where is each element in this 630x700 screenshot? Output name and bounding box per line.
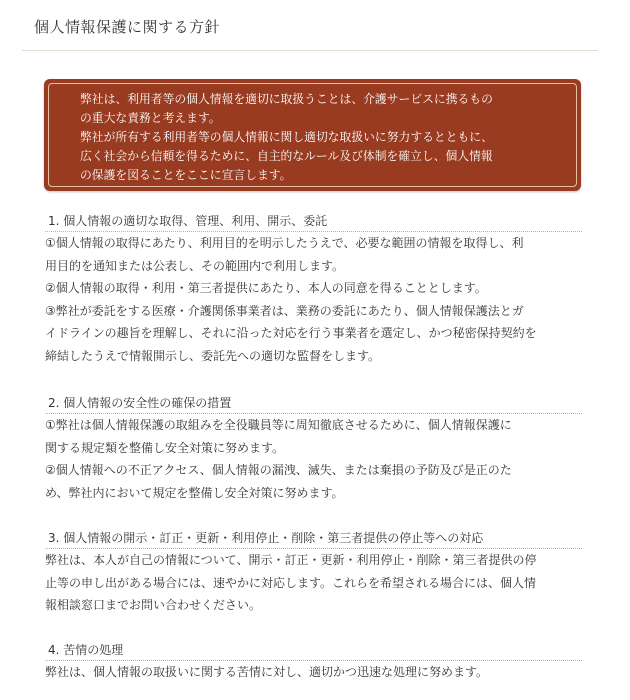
- intro-line: の保護を図ることをここに宣言します。: [80, 168, 292, 182]
- page-title: 個人情報保護に関する方針: [34, 18, 221, 36]
- section-text: 弊社は、個人情報の取扱いに関する苦情に対し、適切かつ迅速な処理に努めます。: [45, 665, 489, 679]
- section-acquisition: [45, 212, 582, 367]
- section-heading: 4. 苦情の処理: [45, 641, 582, 661]
- section-text: 弊社は、本人が自己の情報について、開示・訂正・更新・利用停止・削除・第三者提供の停: [45, 553, 537, 567]
- section-heading: 2. 個人情報の安全性の確保の措置: [45, 394, 582, 414]
- section-text: ③弊社が委託をする医療・介護関係事業者は、業務の委託にあたり、個人情報保護法とガ: [45, 303, 524, 318]
- title-divider: [22, 50, 598, 51]
- section-heading: 1. 個人情報の適切な取得、管理、利用、開示、委託: [45, 212, 582, 232]
- intro-line: の重大な責務と考えます。: [80, 111, 221, 125]
- intro-line: 弊社が所有する利用者等の個人情報に関し適切な取扱いに努力するとともに、: [80, 130, 493, 144]
- section-text: ①個人情報の取得にあたり、利用目的を明示したうえで、必要な範囲の情報を取得し、利: [45, 236, 524, 250]
- section-disclosure: [45, 529, 582, 617]
- section-text: 関する規定類を整備し安全対策に努めます。: [45, 440, 285, 455]
- section-text: 用目的を通知または公表し、その範囲内で利用します。: [45, 258, 345, 273]
- section-text: め、弊社内において規定を整備し安全対策に努めます。: [45, 485, 344, 500]
- section-text: 止等の申し出がある場合には、速やかに対応します。これらを希望される場合には、個人情: [45, 575, 537, 590]
- section-heading: 3. 個人情報の開示・訂正・更新・利用停止・削除・第三者提供の停止等への対応: [45, 529, 582, 549]
- section-text: ①弊社は個人情報保護の取組みを全役職員等に周知徹底させるために、個人情報保護に: [45, 418, 512, 432]
- section-text: 報相談窓口までお問い合わせください。: [45, 598, 262, 612]
- section-security: [45, 394, 582, 504]
- intro-line: 広く社会から信頼を得るために、自主的なルール及び体制を確立し、個人情報: [80, 149, 493, 163]
- section-text: ②個人情報への不正アクセス、個人情報の漏洩、滅失、または棄損の予防及び是正のた: [45, 463, 512, 477]
- section-text: 締結したうえで情報開示し、委託先への適切な監督をします。: [45, 348, 381, 363]
- intro-line: 弊社は、利用者等の個人情報を適切に取扱うことは、介護サービスに携るもの: [80, 92, 493, 106]
- section-text: イドラインの趣旨を理解し、それに沿った対応を行う事業者を選定し、かつ秘密保持契約を: [45, 326, 537, 340]
- intro-box: [44, 79, 581, 191]
- section-complaints: [45, 641, 582, 684]
- section-text: ②個人情報の取得・利用・第三者提供にあたり、本人の同意を得ることとします。: [45, 281, 487, 295]
